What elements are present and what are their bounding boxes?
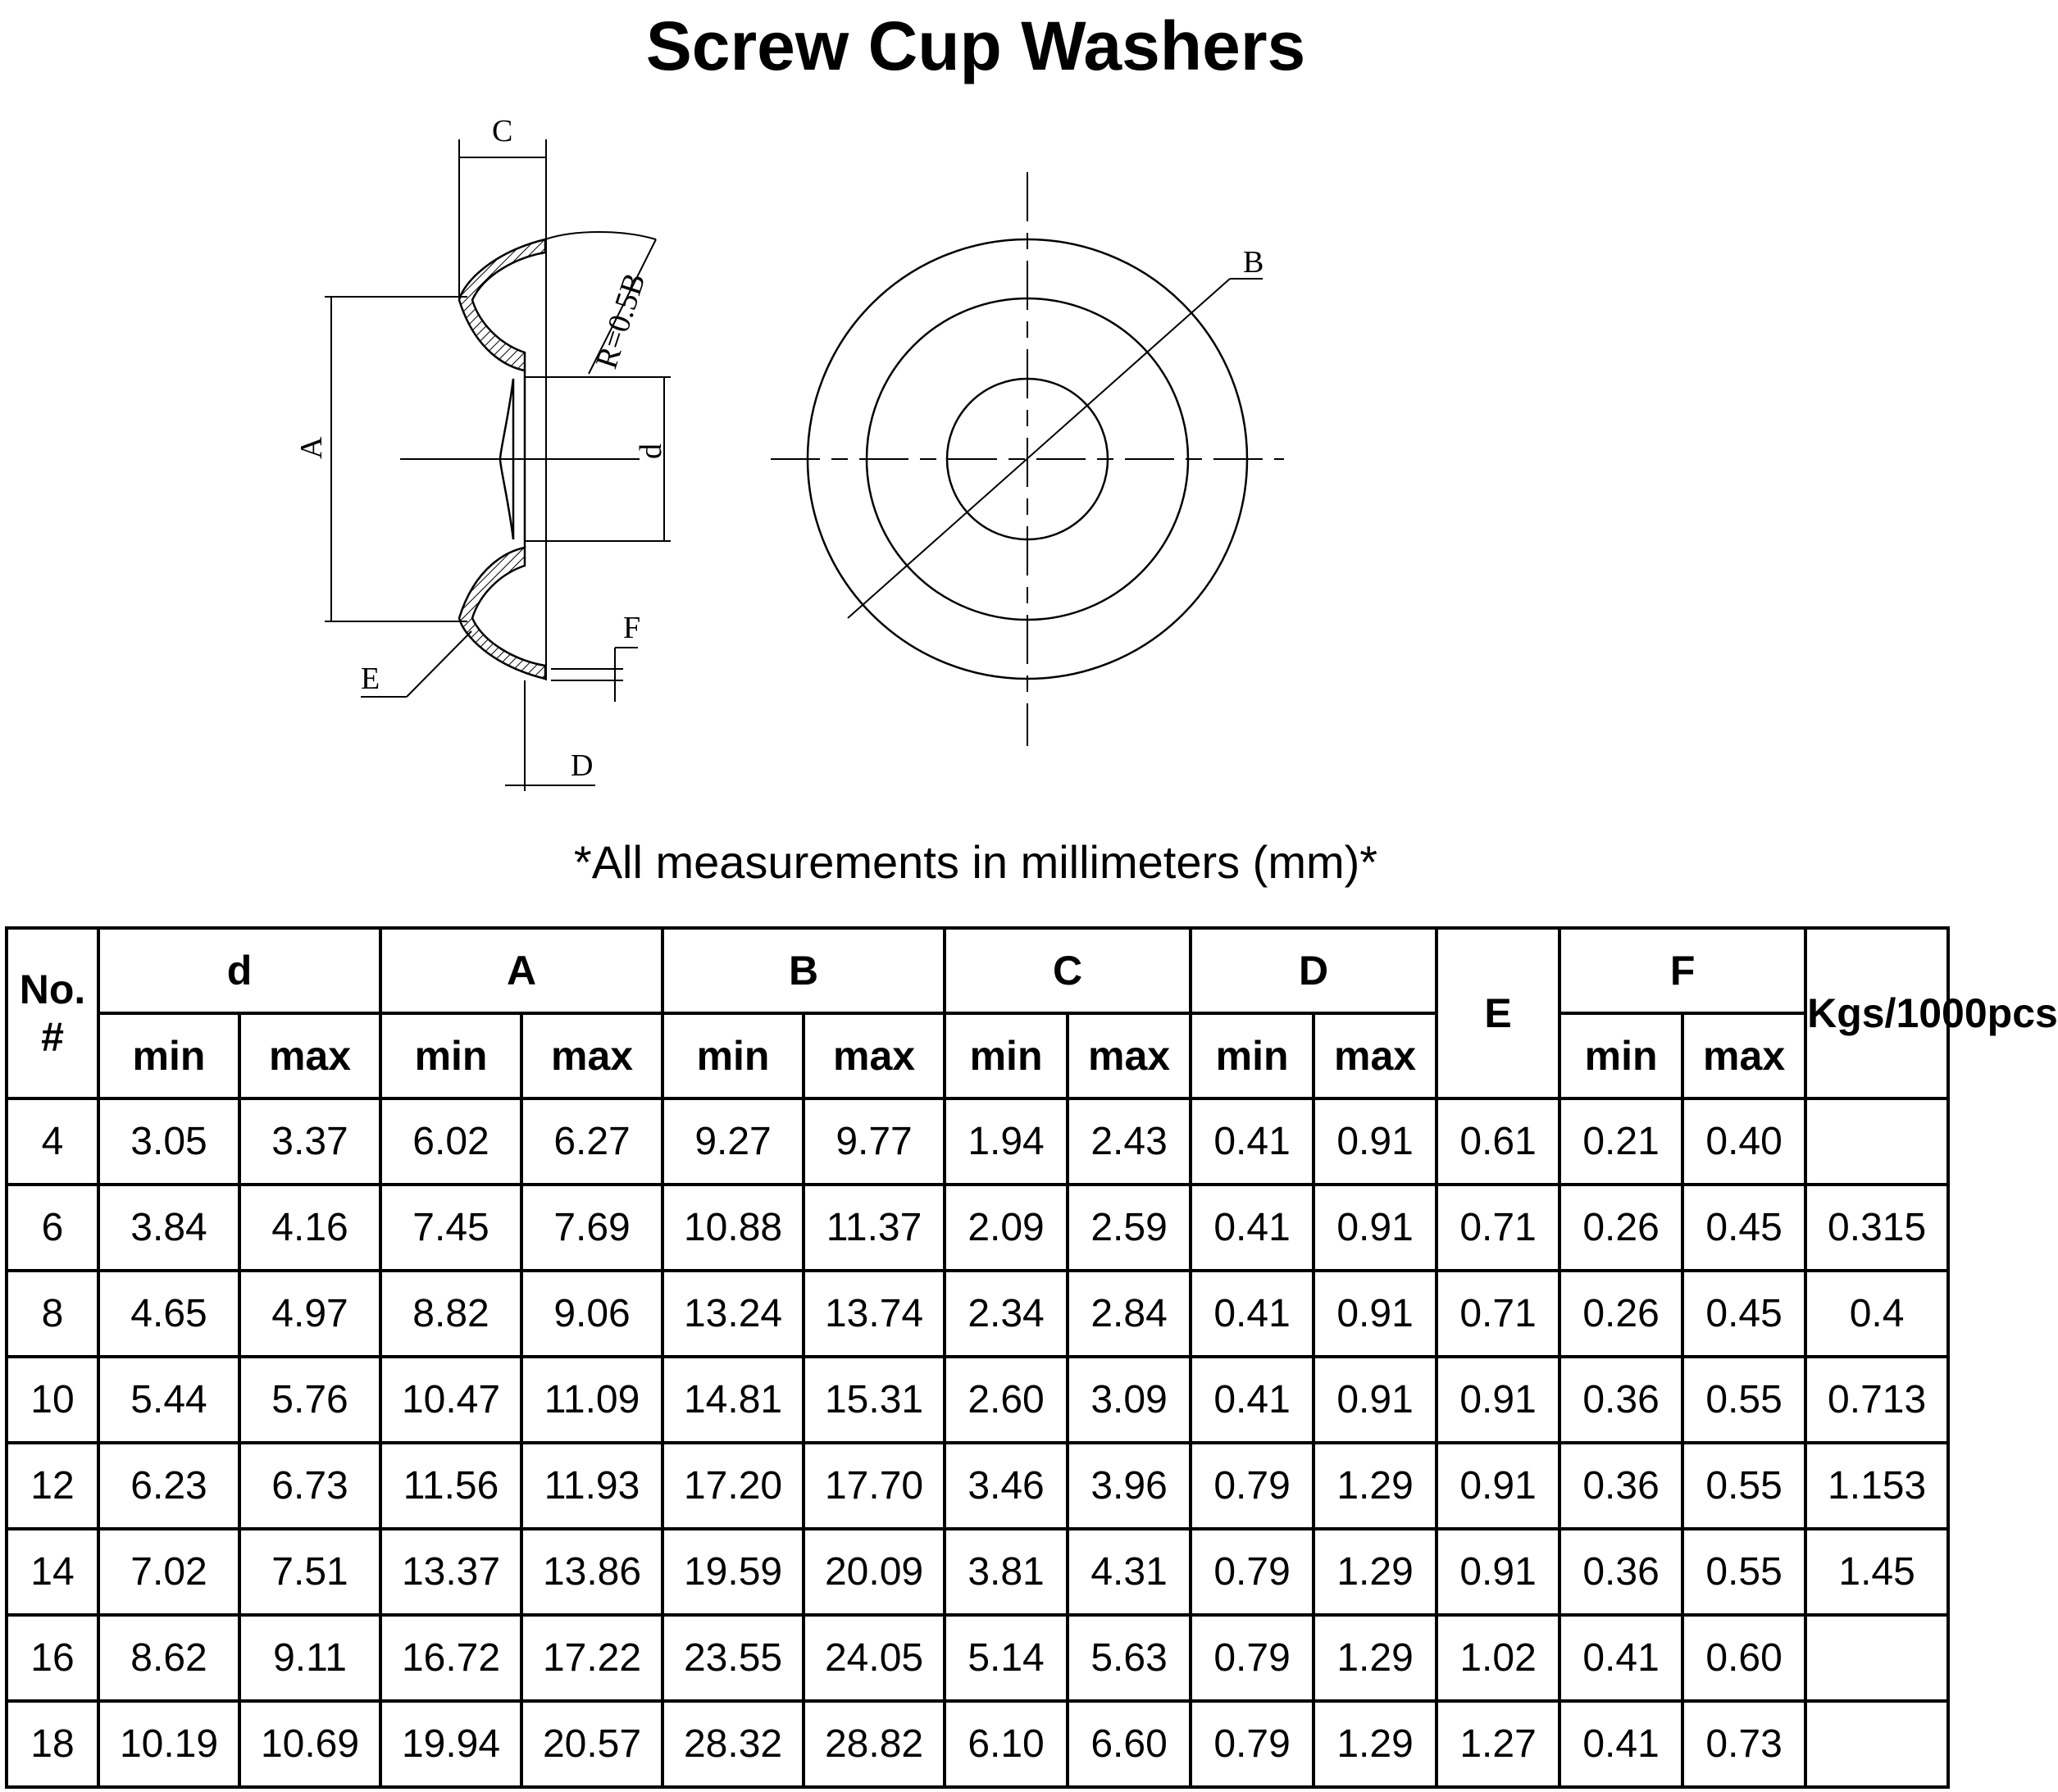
- cell-d-max: 3.37: [239, 1098, 380, 1185]
- table-row: [7, 1701, 1948, 1787]
- cell-A-max: 17.22: [521, 1615, 662, 1701]
- cell-kgs: [1805, 1098, 1948, 1185]
- header-max: max: [804, 1013, 945, 1098]
- cell-B-max: 17.70: [804, 1443, 945, 1529]
- cell-A-min: 13.37: [380, 1529, 521, 1615]
- cell-C-max: 5.63: [1068, 1615, 1191, 1701]
- cell-B-min: 13.24: [662, 1271, 804, 1357]
- header-min: min: [945, 1013, 1068, 1098]
- cell-B-min: 28.32: [662, 1701, 804, 1787]
- cell-C-min: 2.09: [945, 1185, 1068, 1271]
- cell-F-max: 0.55: [1682, 1529, 1805, 1615]
- cell-F-min: 0.41: [1559, 1701, 1682, 1787]
- cell-F-min: 0.26: [1559, 1185, 1682, 1271]
- cell-no: 18: [7, 1701, 98, 1787]
- cell-d-max: 6.73: [239, 1443, 380, 1529]
- cell-d-min: 10.19: [98, 1701, 239, 1787]
- cell-no: 16: [7, 1615, 98, 1701]
- header-row-groups: [7, 928, 1948, 1013]
- header-d: d: [98, 928, 380, 1013]
- cell-F-min: 0.36: [1559, 1529, 1682, 1615]
- header-min: min: [98, 1013, 239, 1098]
- cup-section-upper: [459, 239, 545, 371]
- cell-E: 0.91: [1437, 1357, 1559, 1443]
- cell-D-min: 0.41: [1191, 1271, 1314, 1357]
- cell-d-max: 4.16: [239, 1185, 380, 1271]
- table-row: [7, 1098, 1948, 1185]
- cell-C-max: 2.84: [1068, 1271, 1191, 1357]
- cell-d-min: 3.84: [98, 1185, 239, 1271]
- cell-no: 12: [7, 1443, 98, 1529]
- cell-d-min: 4.65: [98, 1271, 239, 1357]
- cell-D-max: 0.91: [1314, 1357, 1437, 1443]
- cup-section-lower: [459, 548, 545, 679]
- cell-B-max: 20.09: [804, 1529, 945, 1615]
- cell-B-min: 19.59: [662, 1529, 804, 1615]
- header-no: No. #: [7, 928, 98, 1098]
- cell-A-max: 9.06: [521, 1271, 662, 1357]
- table-row: [7, 1185, 1948, 1271]
- cell-E: 1.27: [1437, 1701, 1559, 1787]
- header-min: min: [662, 1013, 804, 1098]
- header-max: max: [1314, 1013, 1437, 1098]
- washer-spec-table: [5, 926, 2058, 1789]
- cell-no: 4: [7, 1098, 98, 1185]
- cell-no: 10: [7, 1357, 98, 1443]
- header-min: min: [380, 1013, 521, 1098]
- header-D: D: [1191, 928, 1437, 1013]
- label-C: C: [492, 114, 513, 148]
- cell-B-max: 28.82: [804, 1701, 945, 1787]
- cell-F-min: 0.41: [1559, 1615, 1682, 1701]
- cell-F-max: 0.45: [1682, 1271, 1805, 1357]
- cell-A-min: 7.45: [380, 1185, 521, 1271]
- cell-d-max: 7.51: [239, 1529, 380, 1615]
- cell-kgs: 0.315: [1805, 1185, 1948, 1271]
- cell-B-max: 11.37: [804, 1185, 945, 1271]
- cell-C-min: 1.94: [945, 1098, 1068, 1185]
- header-min: min: [1559, 1013, 1682, 1098]
- cell-d-min: 6.23: [98, 1443, 239, 1529]
- cell-C-max: 6.60: [1068, 1701, 1191, 1787]
- cell-A-min: 10.47: [380, 1357, 521, 1443]
- cell-E: 0.71: [1437, 1271, 1559, 1357]
- label-B: B: [1243, 245, 1264, 280]
- header-row-minmax: [7, 1013, 1948, 1098]
- cell-kgs: [1805, 1701, 1948, 1787]
- header-kgs: Kgs/1000pcs: [1805, 928, 1948, 1098]
- cell-C-max: 3.96: [1068, 1443, 1191, 1529]
- cell-B-min: 23.55: [662, 1615, 804, 1701]
- cell-B-min: 14.81: [662, 1357, 804, 1443]
- header-max: max: [1682, 1013, 1805, 1098]
- cell-D-max: 0.91: [1314, 1271, 1437, 1357]
- cell-C-max: 3.09: [1068, 1357, 1191, 1443]
- cell-D-max: 1.29: [1314, 1529, 1437, 1615]
- cell-B-max: 9.77: [804, 1098, 945, 1185]
- cell-A-max: 20.57: [521, 1701, 662, 1787]
- cell-C-min: 6.10: [945, 1701, 1068, 1787]
- cell-F-max: 0.55: [1682, 1357, 1805, 1443]
- cell-D-max: 0.91: [1314, 1098, 1437, 1185]
- table-row: [7, 1271, 1948, 1357]
- cell-D-max: 1.29: [1314, 1615, 1437, 1701]
- cell-F-max: 0.40: [1682, 1098, 1805, 1185]
- cell-B-min: 10.88: [662, 1185, 804, 1271]
- cell-d-min: 8.62: [98, 1615, 239, 1701]
- cell-D-min: 0.41: [1191, 1098, 1314, 1185]
- cell-F-min: 0.36: [1559, 1443, 1682, 1529]
- header-C: C: [945, 928, 1191, 1013]
- page-title: Screw Cup Washers: [645, 7, 1306, 84]
- cell-d-max: 10.69: [239, 1701, 380, 1787]
- cell-F-max: 0.45: [1682, 1185, 1805, 1271]
- cell-B-min: 17.20: [662, 1443, 804, 1529]
- side-view-labels: [294, 114, 668, 783]
- cell-D-min: 0.41: [1191, 1357, 1314, 1443]
- cell-B-max: 13.74: [804, 1271, 945, 1357]
- label-A: A: [294, 436, 329, 459]
- table-row: [7, 1615, 1948, 1701]
- header-max: max: [521, 1013, 662, 1098]
- cell-A-min: 8.82: [380, 1271, 521, 1357]
- cell-kgs: 0.713: [1805, 1357, 1948, 1443]
- cell-C-min: 3.81: [945, 1529, 1068, 1615]
- label-F: F: [623, 611, 641, 645]
- cell-kgs: [1805, 1615, 1948, 1701]
- header-A: A: [380, 928, 662, 1013]
- cell-A-min: 11.56: [380, 1443, 521, 1529]
- cell-D-max: 0.91: [1314, 1185, 1437, 1271]
- cell-E: 0.71: [1437, 1185, 1559, 1271]
- cell-A-min: 6.02: [380, 1098, 521, 1185]
- cell-C-min: 2.60: [945, 1357, 1068, 1443]
- cell-no: 14: [7, 1529, 98, 1615]
- table-row: [7, 1529, 1948, 1615]
- cell-d-max: 5.76: [239, 1357, 380, 1443]
- cell-B-max: 15.31: [804, 1357, 945, 1443]
- top-view: [771, 172, 1284, 746]
- header-B: B: [662, 928, 945, 1013]
- cell-E: 0.91: [1437, 1529, 1559, 1615]
- label-D: D: [571, 748, 594, 783]
- label-E: E: [361, 662, 380, 696]
- cell-D-min: 0.79: [1191, 1443, 1314, 1529]
- cell-B-max: 24.05: [804, 1615, 945, 1701]
- cell-A-max: 11.93: [521, 1443, 662, 1529]
- table-row: [7, 1443, 1948, 1529]
- table-body: [7, 1098, 1948, 1787]
- cell-d-min: 5.44: [98, 1357, 239, 1443]
- cell-A-max: 6.27: [521, 1098, 662, 1185]
- washer-technical-drawing: [0, 107, 1951, 812]
- header-min: min: [1191, 1013, 1314, 1098]
- cell-A-min: 19.94: [380, 1701, 521, 1787]
- cell-B-min: 9.27: [662, 1098, 804, 1185]
- cell-F-max: 0.55: [1682, 1443, 1805, 1529]
- cell-D-min: 0.79: [1191, 1529, 1314, 1615]
- cell-D-min: 0.79: [1191, 1615, 1314, 1701]
- cell-C-min: 5.14: [945, 1615, 1068, 1701]
- cell-kgs: 1.45: [1805, 1529, 1948, 1615]
- cell-D-min: 0.41: [1191, 1185, 1314, 1271]
- cell-F-min: 0.36: [1559, 1357, 1682, 1443]
- header-E: E: [1437, 928, 1559, 1098]
- header-F: F: [1559, 928, 1805, 1013]
- cell-d-max: 9.11: [239, 1615, 380, 1701]
- cell-D-max: 1.29: [1314, 1701, 1437, 1787]
- cell-F-min: 0.26: [1559, 1271, 1682, 1357]
- cell-A-min: 16.72: [380, 1615, 521, 1701]
- cell-C-max: 2.43: [1068, 1098, 1191, 1185]
- cell-F-min: 0.21: [1559, 1098, 1682, 1185]
- cell-C-min: 3.46: [945, 1443, 1068, 1529]
- cell-C-max: 2.59: [1068, 1185, 1191, 1271]
- cell-no: 8: [7, 1271, 98, 1357]
- cell-A-max: 11.09: [521, 1357, 662, 1443]
- header-max: max: [1068, 1013, 1191, 1098]
- units-note: *All measurements in millimeters (mm)*: [573, 836, 1378, 888]
- cell-d-min: 3.05: [98, 1098, 239, 1185]
- label-d: d: [634, 443, 668, 459]
- cell-kgs: 1.153: [1805, 1443, 1948, 1529]
- table-row: [7, 1357, 1948, 1443]
- cell-F-max: 0.73: [1682, 1701, 1805, 1787]
- cell-C-max: 4.31: [1068, 1529, 1191, 1615]
- cell-E: 0.91: [1437, 1443, 1559, 1529]
- cell-d-min: 7.02: [98, 1529, 239, 1615]
- cell-A-max: 13.86: [521, 1529, 662, 1615]
- cell-F-max: 0.60: [1682, 1615, 1805, 1701]
- cell-E: 1.02: [1437, 1615, 1559, 1701]
- cell-C-min: 2.34: [945, 1271, 1068, 1357]
- cell-A-max: 7.69: [521, 1185, 662, 1271]
- label-R: R=0.5B: [589, 269, 653, 373]
- cell-E: 0.61: [1437, 1098, 1559, 1185]
- cell-no: 6: [7, 1185, 98, 1271]
- cell-kgs: 0.4: [1805, 1271, 1948, 1357]
- header-max: max: [239, 1013, 380, 1098]
- cell-D-max: 1.29: [1314, 1443, 1437, 1529]
- cell-d-max: 4.97: [239, 1271, 380, 1357]
- cell-D-min: 0.79: [1191, 1701, 1314, 1787]
